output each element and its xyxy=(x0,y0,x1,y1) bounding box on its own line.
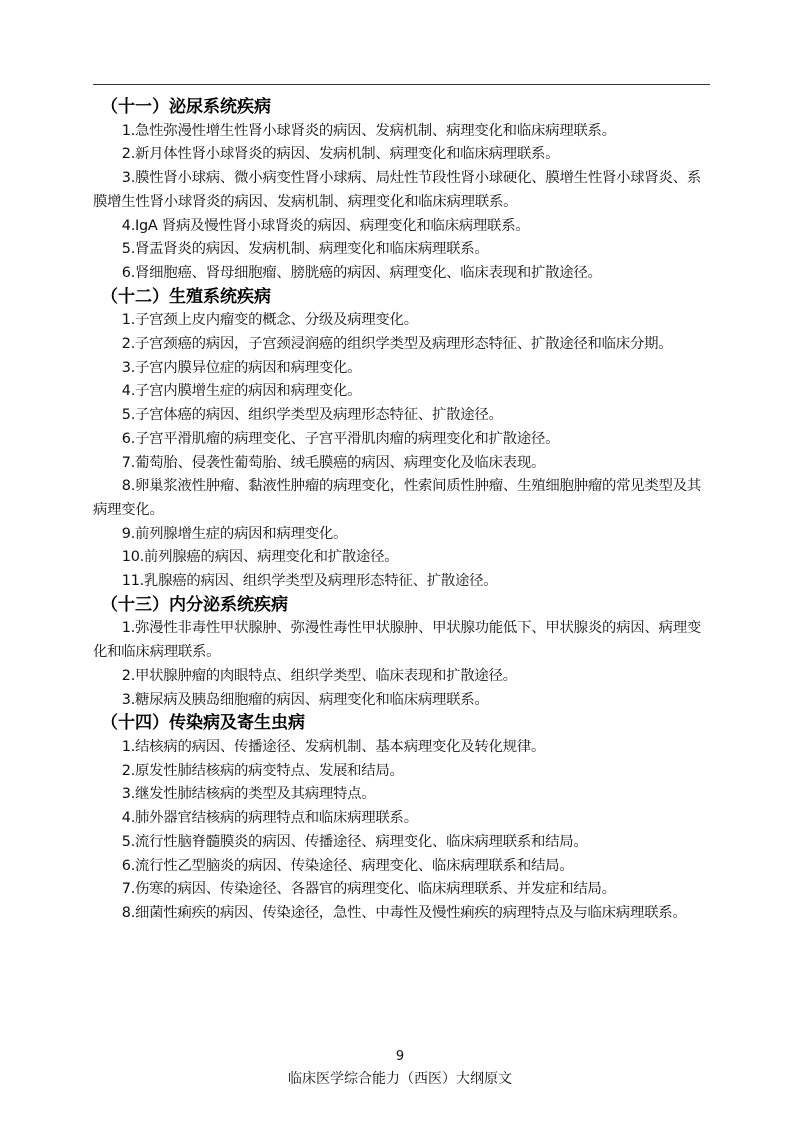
outline-item: 5.子宫体癌的病因、组织学类型及病理形态特征、扩散途径。 xyxy=(121,407,503,424)
outline-item: 2.新月体性肾小球肾炎的病因、发病机制、病理变化和临床病理联系。 xyxy=(121,146,560,163)
section-title: （十四）传染病及寄生虫病 xyxy=(101,713,305,734)
outline-item: 2.子宫颈癌的病因，子宫颈浸润癌的组织学类型及病理形态特征、扩散途径和临床分期。 xyxy=(121,336,673,353)
section-title: （十一）泌尿系统疾病 xyxy=(101,97,271,117)
outline-item: 3.糖尿病及胰岛细胞瘤的病因、病理变化和临床病理联系。 xyxy=(121,691,489,708)
outline-item: 11.乳腺癌的病因、组织学类型及病理形态特征、扩散途径。 xyxy=(121,573,498,590)
outline-item: 6.流行性乙型脑炎的病因、传染途径、病理变化、临床病理联系和结局。 xyxy=(121,857,574,874)
outline-item: 4.子宫内膜增生症的病因和病理变化。 xyxy=(121,383,362,400)
document-body xyxy=(93,96,701,926)
outline-item: 10.前列腺癌的病因、病理变化和扩散途径。 xyxy=(121,549,399,566)
outline-item: 4.IgA 肾病及慢性肾小球肾炎的病因、病理变化和临床病理联系。 xyxy=(121,217,530,234)
outline-item: 9.前列腺增生症的病因和病理变化。 xyxy=(121,525,348,542)
outline-item: 5.流行性脑脊髓膜炎的病因、传播途径、病理变化、临床病理联系和结局。 xyxy=(121,833,588,850)
outline-item: 4.肺外器官结核病的病理特点和临床病理联系。 xyxy=(121,810,418,827)
outline-item: 1.急性弥漫性增生性肾小球肾炎的病因、发病机制、病理变化和临床病理联系。 xyxy=(121,122,616,139)
outline-item: 7.葡萄胎、侵袭性葡萄胎、绒毛膜癌的病因、病理变化及临床表现。 xyxy=(121,454,546,471)
outline-item: 6.子宫平滑肌瘤的病理变化、子宫平滑肌肉瘤的病理变化和扩散途径。 xyxy=(121,430,560,447)
footer-caption: 临床医学综合能力（西医）大纲原文 xyxy=(288,1071,512,1087)
outline-item: 6.肾细胞癌、肾母细胞瘤、膀胱癌的病因、病理变化、临床表现和扩散途径。 xyxy=(121,264,602,281)
outline-item: 1.子宫颈上皮内瘤变的概念、分级及病理变化。 xyxy=(121,312,418,329)
outline-item: 8.卵巢浆液性肿瘤、黏液性肿瘤的病理变化，性索间质性肿瘤、生殖细胞肿瘤的常见类型及其病理变化。 xyxy=(93,478,701,518)
section xyxy=(93,594,701,713)
section xyxy=(93,286,701,594)
outline-item: 5.肾盂肾炎的病因、发病机制、病理变化和临床病理联系。 xyxy=(121,241,489,258)
outline-item: 7.伤寒的病因、传染途径、各器官的病理变化、临床病理联系、并发症和结局。 xyxy=(121,881,616,898)
outline-item: 1.结核病的病因、传播途径、发病机制、基本病理变化及转化规律。 xyxy=(121,738,546,755)
outline-item: 3.膜性肾小球病、微小病变性肾小球病、局灶性节段性肾小球硬化、膜增生性肾小球肾炎、系膜增生性肾小球肾炎的病因、发病机制、病理变化和临床病理联系。 xyxy=(93,170,701,210)
section xyxy=(93,96,701,286)
outline-item: 3.继发性肺结核病的类型及其病理特点。 xyxy=(121,786,376,803)
page-number: 9 xyxy=(395,1049,405,1064)
section-title: （十二）生殖系统疾病 xyxy=(101,286,271,307)
header-rule xyxy=(93,84,710,85)
outline-item: 2.甲状腺肿瘤的肉眼特点、组织学类型、临床表现和扩散途径。 xyxy=(121,667,517,684)
outline-item: 2.原发性肺结核病的病变特点、发展和结局。 xyxy=(121,762,404,779)
outline-item: 8.细菌性痢疾的病因、传染途径，急性、中毒性及慢性痢疾的病理特点及与临床病理联系。 xyxy=(121,904,687,921)
section xyxy=(93,712,701,925)
outline-item: 1.弥漫性非毒性甲状腺肿、弥漫性毒性甲状腺肿、甲状腺功能低下、甲状腺炎的病因、病理变化和临床病理联系。 xyxy=(93,620,701,661)
outline-item: 3.子宫内膜异位症的病因和病理变化。 xyxy=(121,359,362,376)
section-title: （十三）内分泌系统疾病 xyxy=(101,594,288,615)
